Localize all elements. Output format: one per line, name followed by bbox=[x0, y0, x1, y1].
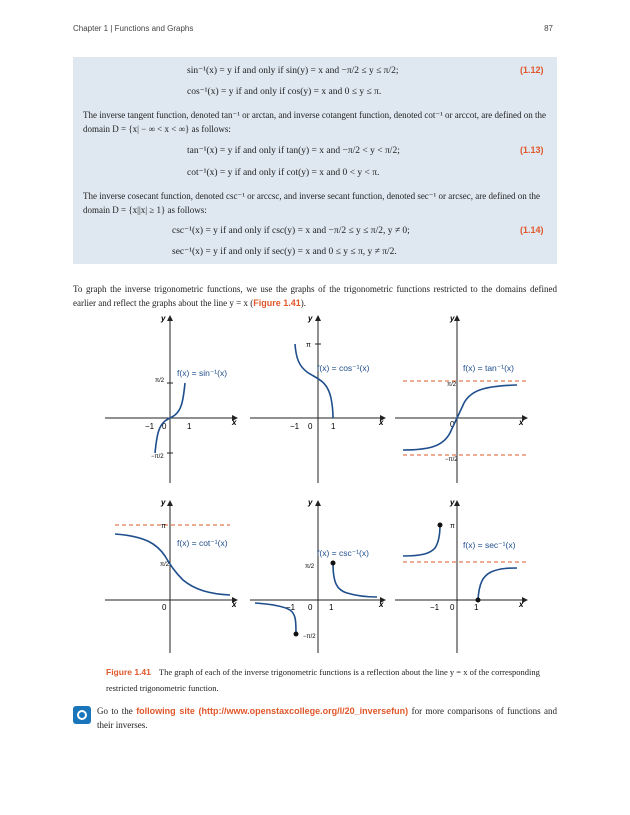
arccsc-curve-right bbox=[333, 563, 377, 597]
tick-pi-half: π/2 bbox=[305, 564, 315, 570]
x-axis-label: x bbox=[379, 418, 384, 427]
arcsec-curve-left bbox=[403, 525, 440, 556]
tick-neg1: −1 bbox=[430, 603, 440, 612]
label-arccot: f(x) = cot⁻¹(x) bbox=[177, 538, 228, 548]
tick-1: 1 bbox=[474, 603, 479, 612]
graph-arcsec bbox=[395, 498, 527, 653]
para-cosecant: The inverse cosecant function, denoted csc⁻¹ or arccsc, and inverse secant function, denoted sec⁻¹ or arcsec, are defined on the domain D = {x||x| ≥ 1} as follows: bbox=[83, 191, 540, 215]
tick-neg1: −1 bbox=[145, 422, 155, 431]
link-post: for more comparisons of functions and their inverses. bbox=[97, 706, 558, 730]
figure-caption bbox=[106, 664, 546, 696]
tick-1: 1 bbox=[331, 422, 336, 431]
y-axis-label: y bbox=[161, 314, 166, 323]
arcsec-endpoint-top bbox=[438, 523, 443, 528]
body-text: To graph the inverse trigonometric functions, we use the graphs of the trigonometric functions restricted to the domains defined earlier and reflect the graphs about the line y = x ( bbox=[73, 284, 557, 308]
tick-neg-pi-half: −π/2 bbox=[445, 457, 458, 463]
running-header: Chapter 1 | Functions and Graphs bbox=[73, 24, 194, 33]
x-axis-label: x bbox=[232, 600, 237, 609]
inverse-trig-graphs-figure bbox=[95, 308, 540, 658]
tick-pi: π bbox=[306, 342, 311, 349]
y-axis-label: y bbox=[308, 314, 313, 323]
eq-number-1-12: (1.12) bbox=[520, 65, 544, 75]
tick-neg-pi-half: −π/2 bbox=[151, 454, 164, 460]
graph-arccos bbox=[250, 314, 385, 483]
resource-link-box bbox=[73, 704, 557, 732]
tick-pi-half: π/2 bbox=[447, 382, 457, 388]
label-arcsin: f(x) = sin⁻¹(x) bbox=[177, 368, 228, 378]
tick-pi-half: π/2 bbox=[160, 562, 170, 568]
media-icon bbox=[73, 706, 91, 724]
eq-arccsc: csc⁻¹(x) = y if and only if csc(y) = x and −π/2 ≤ y ≤ π/2, y ≠ 0; bbox=[172, 226, 410, 236]
tick-neg1: −1 bbox=[286, 603, 296, 612]
x-axis-label: x bbox=[379, 600, 384, 609]
caption-text: The graph of each of the inverse trigonometric functions is a reflection about the line y = x of the corresponding restricted trigonometric function. bbox=[106, 667, 540, 693]
tick-1: 1 bbox=[329, 603, 334, 612]
tick-1: 1 bbox=[187, 422, 192, 431]
page-number: 87 bbox=[544, 24, 553, 33]
x-axis-label: x bbox=[519, 600, 524, 609]
arccsc-endpoint-bottom bbox=[294, 632, 299, 637]
graph-arccsc bbox=[250, 498, 385, 653]
tick-0: 0 bbox=[308, 603, 313, 612]
tick-pi-half: π/2 bbox=[155, 378, 165, 384]
eq-arcsin: sin⁻¹(x) = y if and only if sin(y) = x and −π/2 ≤ y ≤ π/2; bbox=[187, 66, 399, 76]
label-arctan: f(x) = tan⁻¹(x) bbox=[463, 363, 515, 373]
tick-0: 0 bbox=[162, 603, 167, 612]
figure-reference-link[interactable]: Figure 1.41 bbox=[253, 298, 301, 308]
graph-arcsin bbox=[105, 314, 237, 483]
y-axis-label: y bbox=[450, 314, 455, 323]
graph-arctan bbox=[395, 314, 527, 483]
tick-0: 0 bbox=[308, 422, 313, 431]
y-axis-label: y bbox=[161, 498, 166, 507]
label-arccsc: f(x) = csc⁻¹(x) bbox=[317, 548, 369, 558]
graph-arccot bbox=[105, 498, 237, 653]
para-tangent: The inverse tangent function, denoted tan⁻¹ or arctan, and inverse cotangent function, denoted cot⁻¹ or arccot, are defined on the domain D = {x| − ∞ < x < ∞} as follows: bbox=[83, 110, 546, 134]
arcsec-curve-right bbox=[478, 568, 517, 600]
tick-0: 0 bbox=[450, 603, 455, 612]
link-paragraph bbox=[97, 704, 557, 732]
tick-0: 0 bbox=[162, 422, 167, 431]
tick-neg-pi-half: −π/2 bbox=[303, 634, 316, 640]
y-axis-label: y bbox=[308, 498, 313, 507]
body-tail: ). bbox=[300, 298, 307, 308]
eq-arccot: cot⁻¹(x) = y if and only if cot(y) = x and 0 < y < π. bbox=[187, 168, 380, 178]
tick-pi: π bbox=[450, 523, 455, 530]
eq-arcsec: sec⁻¹(x) = y if and only if sec(y) = x and 0 ≤ y ≤ π, y ≠ π/2. bbox=[172, 247, 397, 257]
eq-arccos: cos⁻¹(x) = y if and only if cos(y) = x and 0 ≤ y ≤ π. bbox=[187, 87, 382, 97]
definition-box bbox=[73, 57, 557, 264]
tick-0: 0 bbox=[450, 420, 455, 429]
x-axis-label: x bbox=[519, 418, 524, 427]
label-arcsec: f(x) = sec⁻¹(x) bbox=[463, 540, 516, 550]
body-paragraph bbox=[73, 282, 557, 310]
arccos-curve bbox=[295, 344, 333, 418]
arccsc-endpoint-top bbox=[331, 561, 336, 566]
label-arccos: f(x) = cos⁻¹(x) bbox=[317, 363, 370, 373]
external-site-link[interactable]: following site (http://www.openstaxcollege.org/l/20_inversefun) bbox=[136, 706, 409, 716]
x-axis-label: x bbox=[232, 418, 237, 427]
caption-label: Figure 1.41 bbox=[106, 667, 151, 677]
y-axis-label: y bbox=[450, 498, 455, 507]
eq-arctan: tan⁻¹(x) = y if and only if tan(y) = x and −π/2 < y < π/2; bbox=[187, 146, 400, 156]
eq-number-1-13: (1.13) bbox=[520, 145, 544, 155]
tick-neg1: −1 bbox=[290, 422, 300, 431]
link-pre: Go to the bbox=[97, 706, 137, 716]
tick-pi: π bbox=[161, 523, 166, 530]
eq-number-1-14: (1.14) bbox=[520, 225, 544, 235]
arcsec-endpoint-bottom bbox=[476, 598, 481, 603]
